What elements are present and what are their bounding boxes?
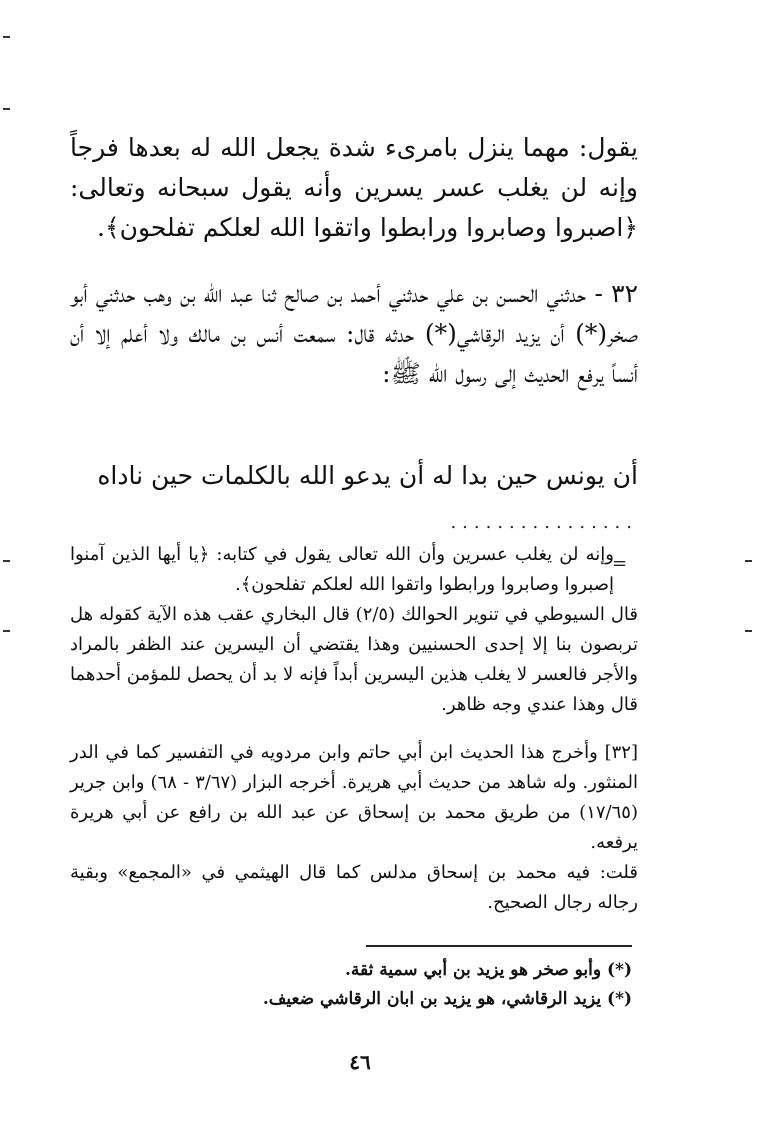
commentary-note-2-line-2: قلت: فيه محمد بن إسحاق مدلس كما قال الهيثمي في «المجمع» وبقية رجاله رجال الصحيح. [70,862,638,913]
scan-edge-mark [745,560,752,562]
footnote-1: (*) وأبو صخر هو يزيد بن أبي سمية ثقة. [344,960,632,980]
page-number: ٤٦ [349,1050,371,1074]
scan-edge-mark [3,108,10,110]
commentary-note-1 [70,540,638,720]
scan-edge-mark [3,560,10,562]
scan-edge-mark [3,36,10,38]
scan-edge-mark [745,630,752,632]
main-paragraph-3-text: أن يونس حين بدا له أن يدعو الله بالكلمات حين ناداه [97,461,638,490]
commentary-note-1-line-1: وإنه لن يغلب عسرين وأن الله تعالى يقول في كتابه: ﴿يا أيها الذين آمنوا إصبروا وصابروا ورابطوا واتقوا الله لعلكم تفلحون﴾. [70,544,614,595]
continuation-marker: = [612,553,628,574]
commentary-note-2-line-1: [٣٢] وأخرج هذا الحديث ابن أبي حاتم وابن مردويه في التفسير كما في الدر المنثور. وله شاهد من حديث أبي هريرة. أخرجه البزار (٣/٦٧ - ٦٨) وابن جرير (١٧/٦٥) من طريق محمد بن إسحاق عن عبد الله بن رافع عن أبي هريرة يرفعه. [70,742,639,853]
footnote-2: (*) يزيد الرقاشي، هو يزيد بن ابان الرقاشي ضعيف. [262,989,632,1009]
footnotes [220,956,632,1014]
footnote-separator [366,945,632,947]
scan-edge-mark [3,630,10,632]
main-paragraph-1-text: يقول: مهما ينزل بامرىء شدة يجعل الله له بعدها فرجاً وإنه لن يغلب عسر يسرين وأنه يقول سبحانه وتعالى: ﴿اصبروا وصابروا ورابطوا واتقوا الله لعلكم تفلحون﴾. [70,133,638,242]
main-paragraph-hadith-32 [70,274,638,394]
continuation-dots: ................ [450,512,638,533]
main-paragraph-3 [70,456,638,496]
commentary-note-32 [70,738,638,918]
main-paragraph-2-text: ٣٢ - حدثني الحسن بن علي حدثني أحمد بن صالح ثنا عبد الله بن وهب حدثني أبو صخر(*) أن يزيد الرقاشي(*) حدثه قال: سمعت أنس بن مالك ولا أعلم إلا أن أنساً يرفع الحديث إلى رسول الله ﷺ: [70,279,638,388]
main-paragraph-1 [70,128,638,248]
commentary-note-1-line-2: قال السيوطي في تنوير الحوالك (٢/٥) قال البخاري عقب هذه الآية كقوله هل تربصون بنا إلا إحدى الحسنيين وهذا يقتضي أن اليسرين عند الظفر بالمراد والأجر فالعسر لا يغلب هذين اليسرين أبداً فإنه لا بد أن يحصل للمؤمن أحدهما قال وهذا عندي وجه ظاهر. [70,604,639,715]
